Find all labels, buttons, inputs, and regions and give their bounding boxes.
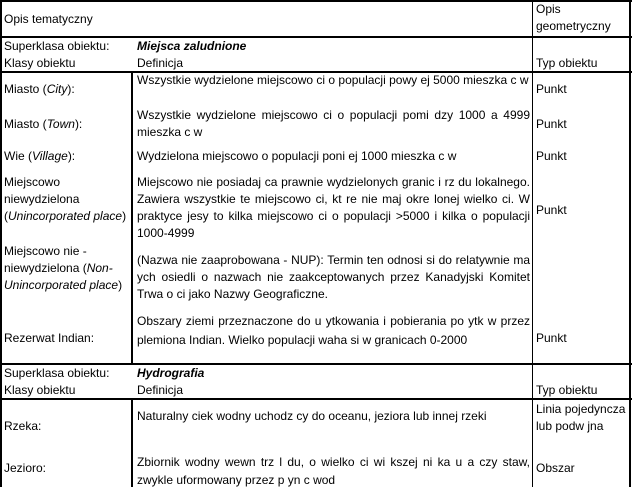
type-city: Punkt [536,82,567,96]
column-definition: Definicja [137,56,184,70]
column-type: Typ obiektu [536,56,598,70]
header-geometric: Opis geometryczny [536,2,611,33]
class-name-river: Rzeka: [4,419,42,433]
class-name-town: Miasto (Town): [4,117,83,131]
superclass-name: Miejsca zaludnione [137,39,247,53]
column-type-hydro: Typ obiektu [536,383,598,397]
column-definition-hydro: Definicja [137,383,184,397]
definition-river: Naturalny ciek wodny uchodz cy do oceanu, jeziora lub innej rzeki [137,409,487,423]
definition-city: Wszystkie wydzielone miejscowo ci o populacji powy ej 5000 mieszka c w [137,73,529,87]
type-village: Punkt [536,149,567,163]
definition-town: Wszystkie wydzielone miejscowo ci o populacji pomi dzy 1000 a 4999 mieszka c w [137,108,530,139]
header-thematic: Opis tematyczny [4,12,93,26]
definition-unincorporated: Miejscowo nie posiadaj ca prawnie wydzielonych granic i rz du lokalnego. Zawiera wszystkie te miejscowo ci, kt re nie maj okre lonej wielko ci. W praktyce jesy to kilka miejscowo ci o populacji >5000 i kilka o populacji 1000-4999 [137,175,530,240]
definition-lake: Zbiornik wodny wewn trz l du, o wielko ci wi kszej ni ka u a czy staw, zwykle uformowany przez p yn c wod [137,455,530,487]
type-lake: Obszar [536,461,575,475]
class-name-non-unincorporated: Miejscowo nie - niewydzielona (Non-Unincorporated place) [4,244,123,292]
class-name-unincorporated: Miejscowo niewydzielona (Unincorporated place) [4,175,127,223]
superclass-label: Superklasa obiektu: [4,39,110,53]
class-name-indian-reserve: Rezerwat Indian: [4,331,95,345]
type-town: Punkt [536,117,567,131]
class-name-village: Wie (Village): [4,149,76,163]
type-indian-reserve: Punkt [536,331,567,345]
column-classes-hydro: Klasy obiektu [4,383,76,397]
column-classes: Klasy obiektu [4,56,76,70]
class-name-city: Miasto (City): [4,82,75,96]
type-unincorporated: Punkt [536,203,567,217]
definition-village: Wydzielona miejscowo o populacji poni ej 1000 mieszka c w [137,149,457,163]
type-river: Linia pojedyncza lub podw jna [536,402,626,433]
definition-indian-reserve: Obszary ziemi przeznaczone do u ytkowania i pobierania po ytk w przez plemiona Indian. Wielko populacji waha si w granicach 0-2000 [137,314,530,347]
superclass-label-hydro: Superklasa obiektu: [4,366,110,380]
class-name-lake: Jezioro: [4,461,47,475]
superclass-name-hydro: Hydrografia [137,366,205,380]
definition-non-unincorporated: (Nazwa nie zaaprobowana - NUP): Termin ten odnosi si do relatywnie ma ych osiedli o nazwach nie zaakceptowanych przez Kanadyjski Komitet Trwa o ci jako Nazwy Geograficzne. [137,253,530,301]
